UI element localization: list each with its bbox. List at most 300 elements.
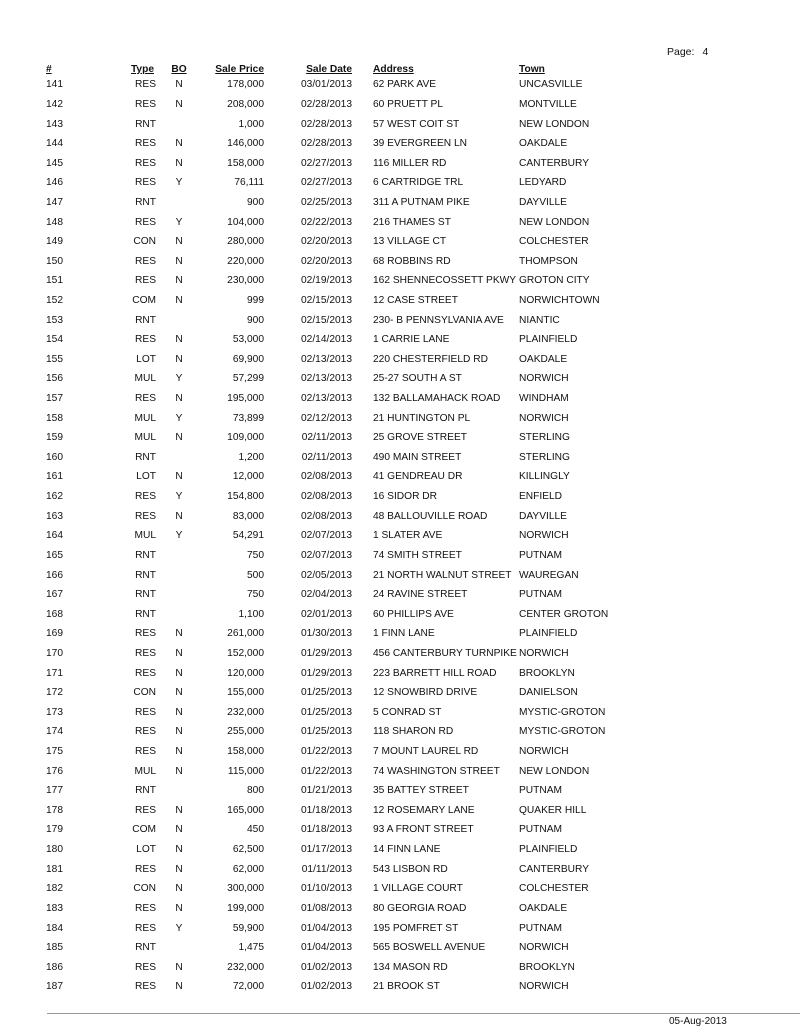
property-type-cell: MUL bbox=[134, 765, 156, 777]
sale-date-cell: 01/30/2013 bbox=[301, 628, 352, 640]
sale-price-cell: 53,000 bbox=[232, 334, 264, 346]
address-cell: 24 RAVINE STREET bbox=[373, 589, 468, 601]
row-number-cell: 170 bbox=[46, 647, 63, 659]
address-cell: 21 BROOK ST bbox=[373, 981, 440, 993]
table-row bbox=[40, 291, 629, 311]
address-cell: 1 SLATER AVE bbox=[373, 530, 443, 542]
column-header-type: Type bbox=[130, 64, 154, 75]
bo-flag-cell: Y bbox=[175, 177, 183, 189]
row-number-cell: 159 bbox=[46, 432, 63, 444]
table-row bbox=[40, 487, 629, 507]
sale-date-cell: 01/21/2013 bbox=[301, 785, 352, 797]
property-type-cell: RNT bbox=[135, 942, 156, 954]
table-row bbox=[40, 271, 629, 291]
property-type-cell: RNT bbox=[135, 589, 156, 601]
bo-flag-cell: N bbox=[175, 393, 183, 405]
sale-date-cell: 02/15/2013 bbox=[301, 295, 352, 306]
town-cell: MYSTIC-GROTON bbox=[519, 706, 606, 718]
page-label-text: Page: bbox=[667, 46, 695, 58]
sale-date-cell: 01/29/2013 bbox=[301, 647, 352, 659]
sale-price-cell: 54,291 bbox=[232, 530, 264, 542]
sale-price-cell: 76,111 bbox=[234, 177, 264, 189]
property-type-cell: RES bbox=[135, 98, 156, 110]
town-cell: MYSTIC-GROTON bbox=[519, 726, 606, 738]
address-cell: 16 SIDOR DR bbox=[373, 491, 437, 503]
town-cell: CANTERBURY bbox=[519, 157, 590, 169]
bo-flag-cell: N bbox=[175, 726, 183, 738]
table-row bbox=[40, 506, 629, 526]
address-cell: 14 FINN LANE bbox=[373, 844, 441, 856]
sale-price-cell: 208,000 bbox=[227, 98, 264, 110]
town-cell: NORWICH bbox=[519, 530, 569, 542]
address-cell: 195 POMFRET ST bbox=[373, 922, 459, 934]
row-number-cell: 185 bbox=[46, 942, 63, 954]
address-cell: 74 WASHINGTON STREET bbox=[373, 765, 500, 777]
town-cell: WINDHAM bbox=[519, 393, 569, 405]
sale-price-cell: 500 bbox=[247, 569, 264, 581]
table-row bbox=[40, 526, 629, 546]
row-number-cell: 186 bbox=[46, 961, 63, 973]
sale-price-cell: 300,000 bbox=[227, 883, 264, 895]
town-cell: PLAINFIELD bbox=[519, 844, 578, 856]
row-number-cell: 174 bbox=[46, 726, 63, 738]
row-number-cell: 148 bbox=[46, 216, 63, 228]
town-cell: ENFIELD bbox=[519, 491, 563, 503]
sale-price-cell: 158,000 bbox=[227, 157, 264, 169]
sale-date-cell: 02/01/2013 bbox=[301, 608, 352, 620]
property-type-cell: RES bbox=[135, 706, 156, 718]
row-number-cell: 172 bbox=[46, 687, 63, 699]
town-cell: NORWICH bbox=[519, 981, 569, 993]
town-cell: OAKDALE bbox=[519, 902, 568, 914]
bo-flag-cell: N bbox=[175, 334, 183, 346]
table-row bbox=[40, 644, 629, 664]
sale-date-cell: 02/13/2013 bbox=[301, 393, 352, 405]
address-cell: 80 GEORGIA ROAD bbox=[373, 902, 467, 914]
footer-date: 05-Aug-2013 bbox=[669, 1016, 727, 1027]
sale-price-cell: 69,900 bbox=[232, 353, 264, 365]
sale-price-cell: 750 bbox=[247, 549, 264, 561]
column-header-sale-price: Sale Price bbox=[215, 64, 264, 75]
bo-flag-cell: N bbox=[175, 353, 183, 365]
address-cell: 48 BALLOUVILLE ROAD bbox=[373, 510, 488, 522]
table-row bbox=[40, 801, 629, 821]
sale-date-cell: 01/22/2013 bbox=[301, 746, 352, 758]
sale-price-cell: 115,000 bbox=[227, 765, 264, 777]
address-cell: 162 SHENNECOSSETT PKWY bbox=[373, 275, 517, 287]
address-cell: 41 GENDREAU DR bbox=[373, 471, 463, 483]
page-number-label bbox=[667, 46, 708, 58]
bo-flag-cell: N bbox=[175, 432, 183, 444]
bo-flag-cell bbox=[156, 585, 202, 605]
bo-flag-cell: N bbox=[175, 824, 183, 836]
table-row bbox=[40, 879, 629, 899]
town-cell: LEDYARD bbox=[519, 177, 567, 189]
property-type-cell: CON bbox=[133, 687, 156, 699]
sale-price-cell: 280,000 bbox=[227, 236, 264, 248]
table-row bbox=[40, 193, 629, 213]
property-type-cell: RES bbox=[135, 216, 156, 228]
town-cell: PUTNAM bbox=[519, 785, 563, 797]
row-number-cell: 171 bbox=[46, 667, 63, 679]
table-row bbox=[40, 232, 629, 252]
address-cell: 1 VILLAGE COURT bbox=[373, 883, 463, 895]
row-number-cell: 151 bbox=[46, 275, 63, 287]
property-type-cell: RES bbox=[135, 804, 156, 816]
table-row bbox=[40, 565, 629, 585]
property-type-cell: RNT bbox=[135, 608, 156, 620]
address-cell: 132 BALLAMAHACK ROAD bbox=[373, 393, 501, 405]
row-number-cell: 165 bbox=[46, 549, 63, 561]
sale-price-cell: 154,800 bbox=[227, 491, 264, 503]
address-cell: 1 CARRIE LANE bbox=[373, 334, 450, 346]
town-cell: PUTNAM bbox=[519, 589, 563, 601]
property-type-cell: LOT bbox=[136, 471, 156, 483]
table-row bbox=[40, 75, 629, 95]
row-number-cell: 153 bbox=[46, 314, 63, 326]
sale-date-cell: 02/28/2013 bbox=[301, 98, 352, 110]
town-cell: CENTER GROTON bbox=[519, 608, 609, 620]
sale-price-cell: 220,000 bbox=[227, 255, 264, 267]
town-cell: CANTERBURY bbox=[519, 863, 590, 875]
sale-date-cell: 01/08/2013 bbox=[301, 902, 352, 914]
row-number-cell: 152 bbox=[46, 295, 63, 306]
row-number-cell: 156 bbox=[46, 373, 63, 385]
property-type-cell: RES bbox=[135, 981, 156, 993]
column-header-number: # bbox=[46, 64, 52, 75]
page-number: 4 bbox=[702, 46, 709, 58]
sale-price-cell: 152,000 bbox=[227, 647, 264, 659]
sale-date-cell: 02/11/2013 bbox=[301, 451, 352, 463]
row-number-cell: 163 bbox=[46, 510, 63, 522]
town-cell: UNCASVILLE bbox=[519, 79, 583, 91]
town-cell: NORWICHTOWN bbox=[519, 295, 600, 306]
property-type-cell: RES bbox=[135, 510, 156, 522]
town-cell: NORWICH bbox=[519, 373, 569, 385]
property-type-cell: RNT bbox=[135, 569, 156, 581]
row-number-cell: 161 bbox=[46, 471, 63, 483]
sale-date-cell: 02/12/2013 bbox=[301, 412, 352, 424]
bo-flag-cell: N bbox=[175, 471, 183, 483]
town-cell: STERLING bbox=[519, 451, 570, 463]
bo-flag-cell: Y bbox=[175, 216, 183, 228]
sale-date-cell: 01/25/2013 bbox=[301, 687, 352, 699]
address-cell: 230- B PENNSYLVANIA AVE bbox=[373, 314, 504, 326]
sale-price-cell: 900 bbox=[247, 196, 264, 208]
bo-flag-cell bbox=[156, 604, 202, 624]
table-header-row bbox=[40, 58, 629, 75]
sale-date-cell: 03/01/2013 bbox=[301, 79, 352, 91]
town-cell: NEW LONDON bbox=[519, 216, 590, 228]
town-cell: QUAKER HILL bbox=[519, 804, 587, 816]
row-number-cell: 158 bbox=[46, 412, 63, 424]
sale-price-cell: 59,900 bbox=[232, 922, 264, 934]
property-type-cell: RES bbox=[135, 79, 156, 91]
town-cell: THOMPSON bbox=[519, 255, 578, 267]
table-row bbox=[40, 448, 629, 468]
table-row bbox=[40, 134, 629, 154]
property-type-cell: RES bbox=[135, 177, 156, 189]
bo-flag-cell: N bbox=[175, 628, 183, 640]
address-cell: 7 MOUNT LAUREL RD bbox=[373, 746, 479, 758]
town-cell: NORWICH bbox=[519, 412, 569, 424]
row-number-cell: 147 bbox=[46, 196, 63, 208]
row-number-cell: 150 bbox=[46, 255, 63, 267]
sale-date-cell: 02/13/2013 bbox=[301, 353, 352, 365]
address-cell: 21 NORTH WALNUT STREET bbox=[373, 569, 512, 581]
property-type-cell: COM bbox=[132, 824, 156, 836]
sale-date-cell: 01/29/2013 bbox=[301, 667, 352, 679]
sale-date-cell: 01/18/2013 bbox=[301, 804, 352, 816]
table-row bbox=[40, 761, 629, 781]
bo-flag-cell bbox=[156, 448, 202, 468]
sale-date-cell: 02/07/2013 bbox=[301, 549, 352, 561]
table-row bbox=[40, 369, 629, 389]
bo-flag-cell: N bbox=[175, 902, 183, 914]
address-cell: 68 ROBBINS RD bbox=[373, 255, 451, 267]
footer-divider bbox=[47, 1013, 800, 1014]
bo-flag-cell: N bbox=[175, 255, 183, 267]
bo-flag-cell: N bbox=[175, 706, 183, 718]
sale-date-cell: 01/25/2013 bbox=[301, 706, 352, 718]
town-cell: PLAINFIELD bbox=[519, 334, 578, 346]
table-row bbox=[40, 350, 629, 370]
sale-date-cell: 01/25/2013 bbox=[301, 726, 352, 738]
property-type-cell: LOT bbox=[136, 353, 156, 365]
sale-price-cell: 261,000 bbox=[227, 628, 264, 640]
sale-date-cell: 01/11/2013 bbox=[301, 863, 352, 875]
sale-date-cell: 02/20/2013 bbox=[301, 236, 352, 248]
table-row bbox=[40, 585, 629, 605]
address-cell: 118 SHARON RD bbox=[373, 726, 454, 738]
bo-flag-cell bbox=[156, 193, 202, 213]
sale-price-cell: 195,000 bbox=[227, 393, 264, 405]
property-type-cell: MUL bbox=[134, 432, 156, 444]
row-number-cell: 166 bbox=[46, 569, 63, 581]
sale-price-cell: 1,100 bbox=[238, 608, 264, 620]
sale-price-cell: 62,500 bbox=[232, 844, 264, 856]
sale-date-cell: 02/14/2013 bbox=[301, 334, 352, 346]
town-cell: PLAINFIELD bbox=[519, 628, 578, 640]
address-cell: 543 LISBON RD bbox=[373, 863, 448, 875]
sale-price-cell: 199,000 bbox=[227, 902, 264, 914]
bo-flag-cell: Y bbox=[175, 373, 183, 385]
address-cell: 12 CASE STREET bbox=[373, 295, 458, 306]
sale-price-cell: 232,000 bbox=[227, 706, 264, 718]
table-row bbox=[40, 330, 629, 350]
property-type-cell: RES bbox=[135, 961, 156, 973]
bo-flag-cell: Y bbox=[175, 922, 183, 934]
table-row bbox=[40, 899, 629, 919]
bo-flag-cell: N bbox=[175, 236, 183, 248]
sale-price-cell: 73,899 bbox=[232, 412, 264, 424]
row-number-cell: 184 bbox=[46, 922, 63, 934]
sale-date-cell: 02/25/2013 bbox=[301, 196, 352, 208]
property-type-cell: RES bbox=[135, 746, 156, 758]
town-cell: STERLING bbox=[519, 432, 570, 444]
address-cell: 57 WEST COIT ST bbox=[373, 118, 460, 130]
sale-price-cell: 450 bbox=[247, 824, 264, 836]
town-cell: NORWICH bbox=[519, 746, 569, 758]
sale-date-cell: 01/04/2013 bbox=[301, 922, 352, 934]
town-cell: NEW LONDON bbox=[519, 118, 590, 130]
sale-price-cell: 178,000 bbox=[227, 79, 264, 91]
sale-date-cell: 02/28/2013 bbox=[301, 138, 352, 150]
sale-date-cell: 02/15/2013 bbox=[301, 314, 352, 326]
table-row bbox=[40, 114, 629, 134]
sale-price-cell: 900 bbox=[247, 314, 264, 326]
sale-date-cell: 02/11/2013 bbox=[301, 432, 352, 444]
sale-date-cell: 01/22/2013 bbox=[301, 765, 352, 777]
town-cell: OAKDALE bbox=[519, 138, 568, 150]
sale-price-cell: 12,000 bbox=[232, 471, 264, 483]
address-cell: 35 BATTEY STREET bbox=[373, 785, 469, 797]
sale-price-cell: 999 bbox=[247, 295, 264, 306]
address-cell: 12 SNOWBIRD DRIVE bbox=[373, 687, 478, 699]
bo-flag-cell: N bbox=[175, 275, 183, 287]
address-cell: 93 A FRONT STREET bbox=[373, 824, 474, 836]
property-type-cell: RNT bbox=[135, 451, 156, 463]
sale-date-cell: 02/07/2013 bbox=[301, 530, 352, 542]
row-number-cell: 181 bbox=[46, 863, 63, 875]
row-number-cell: 154 bbox=[46, 334, 63, 346]
table-row bbox=[40, 467, 629, 487]
address-cell: 134 MASON RD bbox=[373, 961, 448, 973]
sale-date-cell: 02/13/2013 bbox=[301, 373, 352, 385]
table-row bbox=[40, 389, 629, 409]
address-cell: 456 CANTERBURY TURNPIKE bbox=[373, 647, 517, 659]
sale-price-cell: 1,000 bbox=[238, 118, 264, 130]
address-cell: 12 ROSEMARY LANE bbox=[373, 804, 475, 816]
bo-flag-cell: N bbox=[175, 98, 183, 110]
column-header-town: Town bbox=[519, 64, 545, 75]
address-cell: 13 VILLAGE CT bbox=[373, 236, 447, 248]
property-type-cell: RES bbox=[135, 902, 156, 914]
address-cell: 311 A PUTNAM PIKE bbox=[373, 196, 470, 208]
row-number-cell: 179 bbox=[46, 824, 63, 836]
town-cell: COLCHESTER bbox=[519, 883, 589, 895]
sale-date-cell: 02/19/2013 bbox=[301, 275, 352, 287]
table-row bbox=[40, 781, 629, 801]
row-number-cell: 164 bbox=[46, 530, 63, 542]
address-cell: 1 FINN LANE bbox=[373, 628, 435, 640]
address-cell: 220 CHESTERFIELD RD bbox=[373, 353, 488, 365]
sale-date-cell: 02/27/2013 bbox=[301, 177, 352, 189]
row-number-cell: 157 bbox=[46, 393, 63, 405]
table-row bbox=[40, 820, 629, 840]
bo-flag-cell: N bbox=[175, 765, 183, 777]
town-cell: DANIELSON bbox=[519, 687, 578, 699]
table-row bbox=[40, 95, 629, 115]
row-number-cell: 177 bbox=[46, 785, 63, 797]
table-row bbox=[40, 310, 629, 330]
bo-flag-cell: Y bbox=[175, 530, 183, 542]
property-type-cell: RES bbox=[135, 334, 156, 346]
bo-flag-cell: N bbox=[175, 510, 183, 522]
bo-flag-cell bbox=[156, 546, 202, 566]
property-type-cell: RES bbox=[135, 863, 156, 875]
bo-flag-cell: N bbox=[175, 647, 183, 659]
property-type-cell: MUL bbox=[134, 530, 156, 542]
column-header-address: Address bbox=[373, 64, 414, 75]
sale-date-cell: 02/22/2013 bbox=[301, 216, 352, 228]
bo-flag-cell bbox=[156, 565, 202, 585]
sales-table bbox=[40, 58, 629, 997]
sale-date-cell: 02/08/2013 bbox=[301, 491, 352, 503]
sale-price-cell: 165,000 bbox=[227, 804, 264, 816]
property-type-cell: LOT bbox=[136, 844, 156, 856]
property-type-cell: RES bbox=[135, 138, 156, 150]
bo-flag-cell bbox=[156, 781, 202, 801]
bo-flag-cell bbox=[156, 114, 202, 134]
bo-flag-cell: N bbox=[175, 804, 183, 816]
property-type-cell: CON bbox=[133, 236, 156, 248]
column-header-sale-date: Sale Date bbox=[306, 64, 352, 75]
bo-flag-cell: N bbox=[175, 981, 183, 993]
table-body bbox=[40, 75, 629, 997]
property-type-cell: RES bbox=[135, 275, 156, 287]
table-row bbox=[40, 546, 629, 566]
sale-price-cell: 72,000 bbox=[232, 981, 264, 993]
bo-flag-cell: N bbox=[175, 138, 183, 150]
row-number-cell: 178 bbox=[46, 804, 63, 816]
bo-flag-cell: N bbox=[175, 746, 183, 758]
sale-date-cell: 01/02/2013 bbox=[301, 981, 352, 993]
property-type-cell: RES bbox=[135, 491, 156, 503]
address-cell: 74 SMITH STREET bbox=[373, 549, 462, 561]
sale-price-cell: 230,000 bbox=[227, 275, 264, 287]
sale-price-cell: 109,000 bbox=[227, 432, 264, 444]
bo-flag-cell bbox=[156, 938, 202, 958]
sale-price-cell: 255,000 bbox=[227, 726, 264, 738]
table-row bbox=[40, 977, 629, 997]
row-number-cell: 167 bbox=[46, 589, 63, 601]
town-cell: BROOKLYN bbox=[519, 961, 575, 973]
town-cell: NORWICH bbox=[519, 942, 569, 954]
sale-price-cell: 1,475 bbox=[238, 942, 264, 954]
bo-flag-cell: N bbox=[175, 883, 183, 895]
table-row bbox=[40, 153, 629, 173]
table-row bbox=[40, 938, 629, 958]
address-cell: 60 PRUETT PL bbox=[373, 98, 444, 110]
sale-date-cell: 02/20/2013 bbox=[301, 255, 352, 267]
table-row bbox=[40, 624, 629, 644]
property-type-cell: RNT bbox=[135, 785, 156, 797]
town-cell: WAUREGAN bbox=[519, 569, 579, 581]
property-type-cell: COM bbox=[132, 295, 156, 306]
column-header-bo: BO bbox=[171, 64, 187, 75]
address-cell: 223 BARRETT HILL ROAD bbox=[373, 667, 497, 679]
row-number-cell: 169 bbox=[46, 628, 63, 640]
row-number-cell: 144 bbox=[46, 138, 63, 150]
bo-flag-cell: Y bbox=[175, 412, 183, 424]
town-cell: MONTVILLE bbox=[519, 98, 577, 110]
property-type-cell: RES bbox=[135, 628, 156, 640]
sale-date-cell: 01/18/2013 bbox=[301, 824, 352, 836]
sale-date-cell: 02/08/2013 bbox=[301, 471, 352, 483]
property-type-cell: RNT bbox=[135, 314, 156, 326]
row-number-cell: 176 bbox=[46, 765, 63, 777]
table-row bbox=[40, 683, 629, 703]
table-row bbox=[40, 918, 629, 938]
sale-price-cell: 750 bbox=[247, 589, 264, 601]
table-row bbox=[40, 703, 629, 723]
address-cell: 6 CARTRIDGE TRL bbox=[373, 177, 464, 189]
town-cell: PUTNAM bbox=[519, 824, 563, 836]
town-cell: PUTNAM bbox=[519, 922, 563, 934]
row-number-cell: 141 bbox=[46, 79, 63, 91]
row-number-cell: 187 bbox=[46, 981, 63, 993]
